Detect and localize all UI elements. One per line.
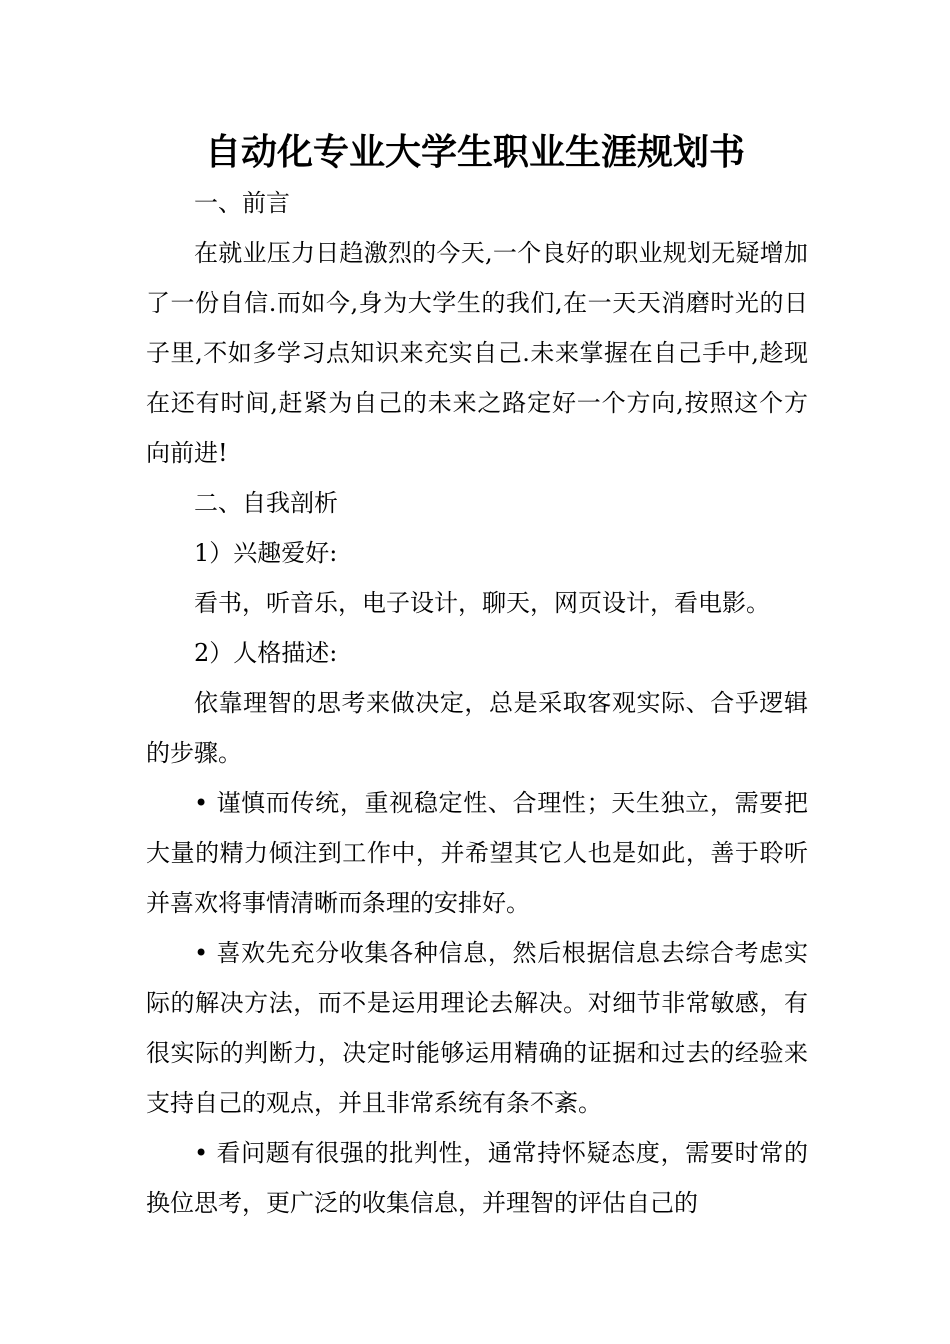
- paragraph-preface: 在就业压力日趋激烈的今天,一个良好的职业规划无疑增加了一份自信.而如今,身为大学生的我们,在一天天消磨时光的日子里,不如多学习点知识来充实自己.未来掌握在自己手中,趁现在还有时间,赶紧为自己的未来之路定好一个方向,按照这个方向前进!: [146, 239, 808, 467]
- section-heading-self-analysis: 二、自我剖析: [194, 489, 338, 517]
- document-title: 自动化专业大学生职业生涯规划书: [204, 132, 745, 173]
- subheading-personality: 2）人格描述:: [194, 639, 338, 667]
- subheading-interests: 1）兴趣爱好:: [194, 539, 338, 567]
- bullet-item: • 谨慎而传统，重视稳定性、合理性；天生独立，需要把大量的精力倾注到工作中，并希望其它人也是如此，善于聆听并喜欢将事情清晰而条理的安排好。: [146, 789, 808, 917]
- bullet-item: • 喜欢先充分收集各种信息，然后根据信息去综合考虑实际的解决方法，而不是运用理论去解决。对细节非常敏感，有很实际的判断力，决定时能够运用精确的证据和过去的经验来支持自己的观点，并且非常系统有条不紊。: [146, 939, 808, 1117]
- bullet-item: • 看问题有很强的批判性，通常持怀疑态度，需要时常的换位思考，更广泛的收集信息，并理智的评估自己的: [146, 1139, 808, 1217]
- paragraph-interests: 看书，听音乐，电子设计，聊天，网页设计，看电影。: [194, 589, 770, 617]
- section-heading-preface: 一、前言: [194, 189, 290, 217]
- paragraph-personality: 依靠理智的思考来做决定，总是采取客观实际、合乎逻辑的步骤。: [146, 689, 808, 767]
- document-body: [146, 178, 808, 1228]
